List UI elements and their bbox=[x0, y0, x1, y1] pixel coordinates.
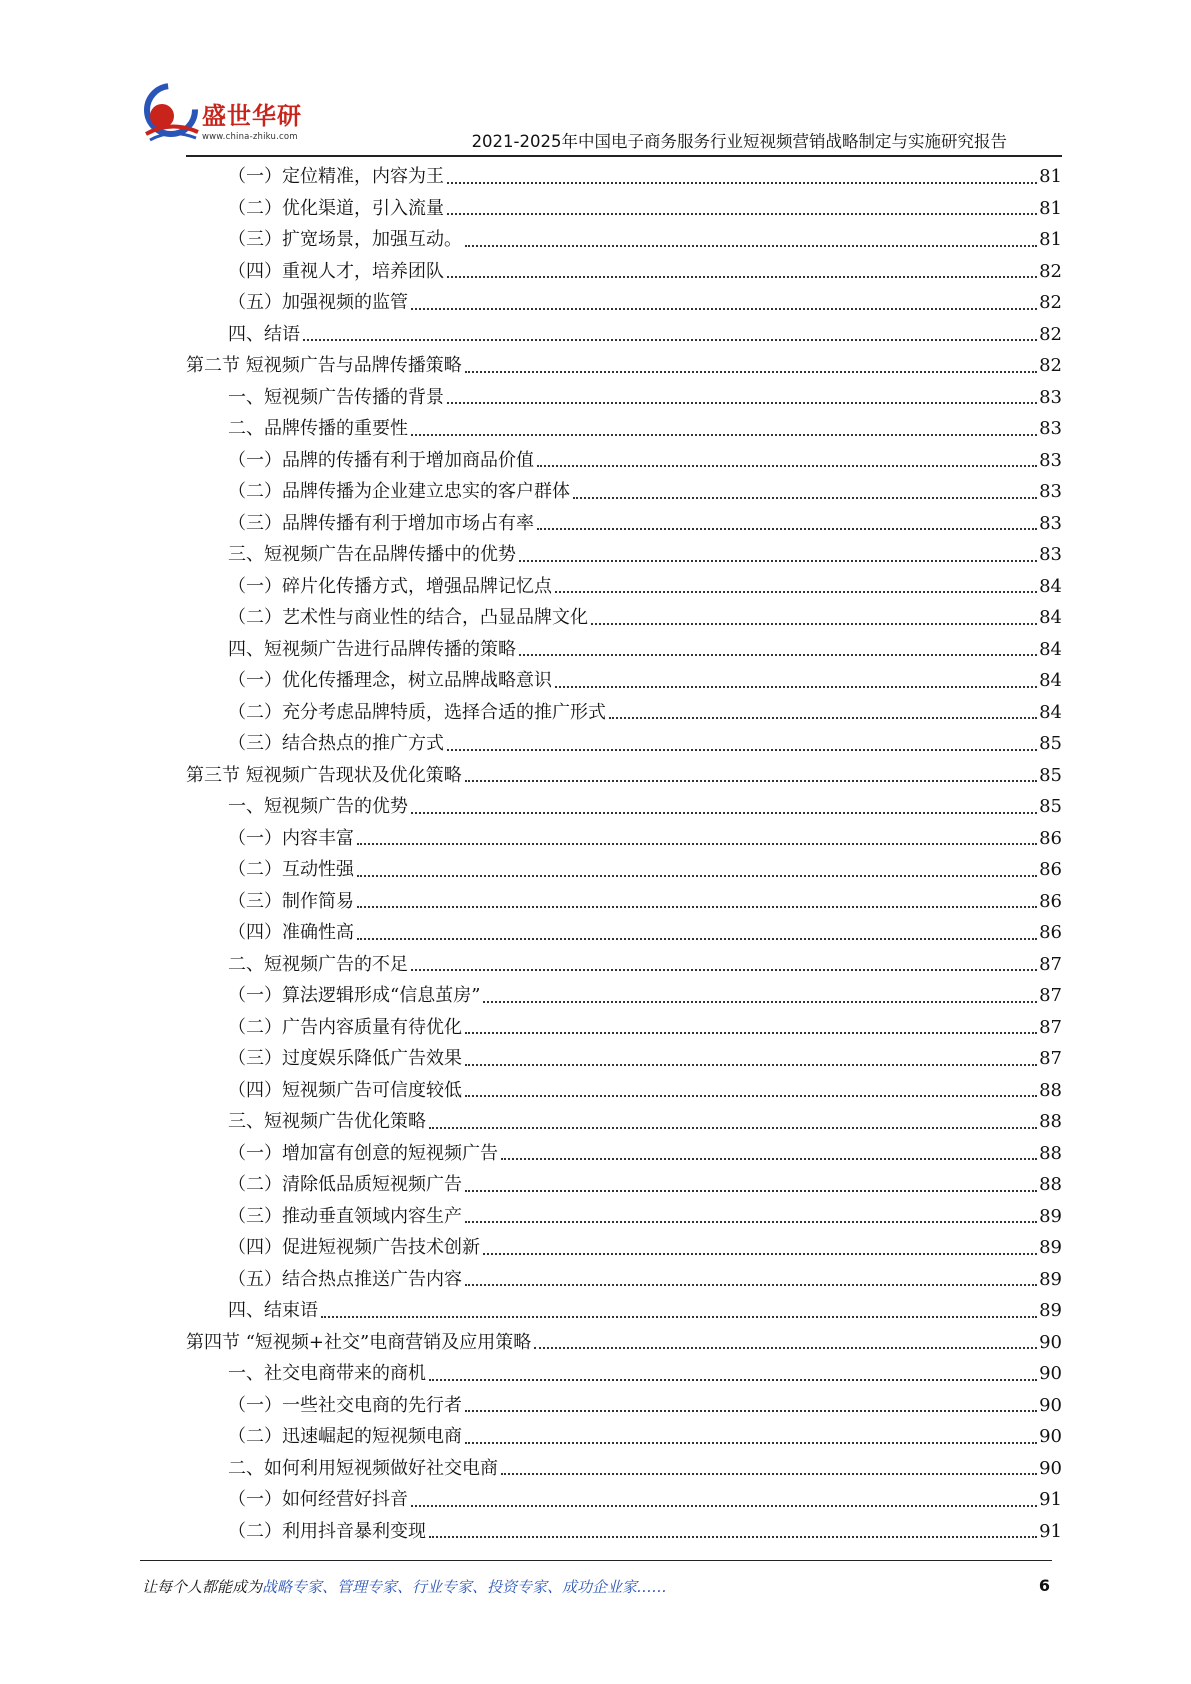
toc-entry[interactable] bbox=[186, 1484, 1062, 1516]
toc-entry-title: （一）内容丰富 bbox=[228, 827, 354, 849]
toc-entry[interactable] bbox=[186, 854, 1062, 886]
toc-entry-page: 81 bbox=[1039, 197, 1062, 219]
toc-dot-leader bbox=[411, 308, 1037, 310]
toc-dot-leader bbox=[555, 591, 1037, 593]
toc-entry-title: （二）优化渠道，引入流量 bbox=[228, 197, 444, 219]
toc-entry[interactable] bbox=[186, 350, 1062, 382]
toc-entry-page: 88 bbox=[1039, 1142, 1062, 1164]
toc-dot-leader bbox=[357, 843, 1037, 845]
toc-entry-title: （二）品牌传播为企业建立忠实的客户群体 bbox=[228, 481, 570, 502]
toc-entry-page: 83 bbox=[1039, 449, 1062, 471]
toc-dot-leader bbox=[519, 560, 1037, 562]
toc-entry-page: 90 bbox=[1039, 1363, 1062, 1384]
toc-dot-leader bbox=[429, 1536, 1037, 1538]
toc-entry-title: （三）扩宽场景，加强互动。 bbox=[228, 229, 462, 250]
toc-entry-page: 89 bbox=[1039, 1205, 1062, 1227]
toc-entry-title: （二）广告内容质量有待优化 bbox=[228, 1016, 462, 1038]
toc-entry-page: 82 bbox=[1039, 292, 1062, 313]
toc-entry[interactable] bbox=[186, 382, 1062, 414]
toc-dot-leader bbox=[411, 1505, 1037, 1507]
logo-text: 盛世华研 bbox=[202, 102, 302, 130]
toc-dot-leader bbox=[447, 182, 1037, 184]
toc-dot-leader bbox=[447, 749, 1037, 751]
toc-dot-leader bbox=[555, 686, 1037, 688]
toc-dot-leader bbox=[573, 497, 1037, 499]
toc-entry-title: （二）清除低品质短视频广告 bbox=[228, 1174, 462, 1195]
toc-entry-title: （三）品牌传播有利于增加市场占有率 bbox=[228, 512, 534, 534]
toc-entry-title: 一、短视频广告传播的背景 bbox=[228, 386, 444, 408]
toc-entry-page: 85 bbox=[1039, 733, 1062, 754]
toc-entry-title: 二、如何利用短视频做好社交电商 bbox=[228, 1457, 498, 1479]
toc-dot-leader bbox=[465, 1442, 1037, 1444]
toc-entry[interactable] bbox=[186, 445, 1062, 477]
footer-divider bbox=[140, 1560, 1052, 1561]
page-number: 6 bbox=[1038, 1576, 1050, 1595]
toc-dot-leader bbox=[411, 434, 1037, 436]
toc-entry[interactable] bbox=[186, 791, 1062, 823]
toc-dot-leader bbox=[465, 780, 1037, 782]
toc-entry-page: 87 bbox=[1039, 1048, 1062, 1069]
toc-entry[interactable] bbox=[186, 319, 1062, 351]
toc-entry[interactable] bbox=[186, 413, 1062, 445]
toc-entry-page: 87 bbox=[1039, 1016, 1062, 1038]
toc-entry[interactable] bbox=[186, 1358, 1062, 1390]
toc-entry-page: 84 bbox=[1039, 670, 1062, 691]
toc-entry-page: 86 bbox=[1039, 859, 1062, 880]
toc-dot-leader bbox=[357, 875, 1037, 877]
toc-entry-page: 88 bbox=[1039, 1111, 1062, 1132]
toc-entry-title: （三）推动垂直领域内容生产 bbox=[228, 1205, 462, 1227]
toc-dot-leader bbox=[429, 1127, 1037, 1129]
toc-entry-title: （一）碎片化传播方式，增强品牌记忆点 bbox=[228, 575, 552, 597]
toc-entry[interactable] bbox=[186, 665, 1062, 697]
toc-dot-leader bbox=[519, 654, 1037, 656]
toc-entry-page: 88 bbox=[1039, 1079, 1062, 1101]
toc-dot-leader bbox=[429, 1379, 1037, 1381]
toc-dot-leader bbox=[501, 1473, 1037, 1475]
toc-entry-title: （一）增加富有创意的短视频广告 bbox=[228, 1142, 498, 1164]
toc-entry[interactable] bbox=[186, 1453, 1062, 1485]
toc-entry[interactable] bbox=[186, 571, 1062, 603]
toc-entry[interactable] bbox=[186, 980, 1062, 1012]
toc-entry-title: 第三节 短视频广告现状及优化策略 bbox=[186, 764, 462, 786]
toc-entry-title: （二）迅速崛起的短视频电商 bbox=[228, 1426, 462, 1447]
toc-entry-page: 88 bbox=[1039, 1174, 1062, 1195]
toc-entry-title: 第二节 短视频广告与品牌传播策略 bbox=[186, 355, 462, 376]
toc-entry-page: 82 bbox=[1039, 260, 1062, 282]
toc-entry-title: （四）促进短视频广告技术创新 bbox=[228, 1237, 480, 1258]
toc-entry[interactable] bbox=[186, 508, 1062, 540]
toc-dot-leader bbox=[465, 1190, 1037, 1192]
toc-entry-title: （一）优化传播理念，树立品牌战略意识 bbox=[228, 670, 552, 691]
toc-entry-page: 91 bbox=[1039, 1520, 1062, 1542]
toc-entry[interactable] bbox=[186, 634, 1062, 666]
report-title: 2021-2025年中国电子商务服务行业短视频营销战略制定与实施研究报告 bbox=[471, 132, 1007, 151]
toc-entry[interactable] bbox=[186, 1295, 1062, 1327]
footer-slogan-highlight: 战略专家、管理专家、行业专家、投资专家、成功企业家…… bbox=[262, 1578, 668, 1596]
toc-dot-leader bbox=[609, 717, 1037, 719]
toc-entry-page: 86 bbox=[1039, 922, 1062, 943]
toc-entry[interactable] bbox=[186, 1106, 1062, 1138]
toc-entry[interactable] bbox=[186, 287, 1062, 319]
toc-entry-page: 83 bbox=[1039, 544, 1062, 565]
toc-entry[interactable] bbox=[186, 823, 1062, 855]
logo-url: www.china-zhiku.com bbox=[202, 132, 298, 142]
toc-entry-title: 三、短视频广告优化策略 bbox=[228, 1111, 426, 1132]
toc-entry-page: 81 bbox=[1039, 229, 1062, 250]
toc-entry-page: 86 bbox=[1039, 827, 1062, 849]
toc-entry[interactable] bbox=[186, 1264, 1062, 1296]
toc-entry-title: （五）加强视频的监管 bbox=[228, 292, 408, 313]
toc-dot-leader bbox=[465, 1032, 1037, 1034]
toc-dot-leader bbox=[303, 339, 1037, 341]
toc-dot-leader bbox=[465, 371, 1037, 373]
toc-entry[interactable] bbox=[186, 1516, 1062, 1548]
toc-entry-title: 四、结束语 bbox=[228, 1300, 318, 1321]
toc-dot-leader bbox=[321, 1316, 1037, 1318]
toc-dot-leader bbox=[537, 465, 1037, 467]
toc-entry-page: 91 bbox=[1039, 1489, 1062, 1510]
toc-entry[interactable] bbox=[186, 602, 1062, 634]
toc-entry-page: 89 bbox=[1039, 1268, 1062, 1290]
toc-entry[interactable] bbox=[186, 1043, 1062, 1075]
toc-dot-leader bbox=[537, 528, 1037, 530]
toc-entry[interactable] bbox=[186, 697, 1062, 729]
toc-entry[interactable] bbox=[186, 224, 1062, 256]
toc-dot-leader bbox=[447, 402, 1037, 404]
toc-entry-title: （一）算法逻辑形成“信息茧房” bbox=[228, 985, 481, 1006]
toc-entry[interactable] bbox=[186, 1421, 1062, 1453]
toc-entry-title: （一）如何经营好抖音 bbox=[228, 1489, 408, 1510]
toc-entry[interactable] bbox=[186, 1232, 1062, 1264]
toc-entry-page: 83 bbox=[1039, 418, 1062, 439]
toc-entry-page: 87 bbox=[1039, 953, 1062, 975]
toc-entry-page: 86 bbox=[1039, 890, 1062, 912]
toc-entry-page: 89 bbox=[1039, 1300, 1062, 1321]
toc-entry-title: 一、短视频广告的优势 bbox=[228, 796, 408, 817]
toc-dot-leader bbox=[411, 969, 1037, 971]
company-logo bbox=[140, 80, 310, 150]
toc-entry[interactable] bbox=[186, 760, 1062, 792]
toc-entry-title: （四）准确性高 bbox=[228, 922, 354, 943]
toc-entry-title: 二、品牌传播的重要性 bbox=[228, 418, 408, 439]
toc-dot-leader bbox=[411, 812, 1037, 814]
toc-entry-title: （五）结合热点推送广告内容 bbox=[228, 1268, 462, 1290]
toc-entry-title: 二、短视频广告的不足 bbox=[228, 953, 408, 975]
logo-emblem-icon bbox=[140, 80, 202, 144]
toc-entry-page: 90 bbox=[1039, 1457, 1062, 1479]
toc-entry-page: 85 bbox=[1039, 764, 1062, 786]
toc-dot-leader bbox=[447, 276, 1037, 278]
toc-dot-leader bbox=[465, 1221, 1037, 1223]
toc-dot-leader bbox=[534, 1347, 1037, 1349]
toc-entry[interactable] bbox=[186, 161, 1062, 193]
toc-entry-title: （一）一些社交电商的先行者 bbox=[228, 1394, 462, 1416]
toc-dot-leader bbox=[357, 906, 1037, 908]
toc-dot-leader bbox=[447, 213, 1037, 215]
toc-entry[interactable] bbox=[186, 1138, 1062, 1170]
toc-entry[interactable] bbox=[186, 1201, 1062, 1233]
toc-dot-leader bbox=[465, 1064, 1037, 1066]
table-of-contents bbox=[186, 161, 1062, 1547]
toc-entry-title: （一）品牌的传播有利于增加商品价值 bbox=[228, 449, 534, 471]
page-footer bbox=[142, 1576, 1050, 1597]
toc-entry[interactable] bbox=[186, 1327, 1062, 1359]
toc-entry-title: 一、社交电商带来的商机 bbox=[228, 1363, 426, 1384]
toc-entry-page: 83 bbox=[1039, 512, 1062, 534]
toc-entry-page: 89 bbox=[1039, 1237, 1062, 1258]
toc-entry-page: 84 bbox=[1039, 701, 1062, 723]
toc-entry-page: 84 bbox=[1039, 607, 1062, 628]
toc-dot-leader bbox=[591, 623, 1037, 625]
toc-dot-leader bbox=[465, 245, 1037, 247]
toc-entry-title: 三、短视频广告在品牌传播中的优势 bbox=[228, 544, 516, 565]
toc-dot-leader bbox=[465, 1095, 1037, 1097]
toc-entry-page: 85 bbox=[1039, 796, 1062, 817]
toc-entry[interactable] bbox=[186, 193, 1062, 225]
toc-entry-title: （三）过度娱乐降低广告效果 bbox=[228, 1048, 462, 1069]
toc-entry-page: 83 bbox=[1039, 481, 1062, 502]
toc-entry[interactable] bbox=[186, 949, 1062, 981]
toc-entry-page: 82 bbox=[1039, 323, 1062, 345]
toc-dot-leader bbox=[465, 1284, 1037, 1286]
toc-entry[interactable] bbox=[186, 1012, 1062, 1044]
toc-entry-page: 84 bbox=[1039, 638, 1062, 660]
footer-slogan-lead: 让每个人都能成为 bbox=[142, 1578, 263, 1596]
page-header bbox=[0, 0, 1191, 160]
toc-entry-page: 90 bbox=[1039, 1394, 1062, 1416]
toc-entry[interactable] bbox=[186, 728, 1062, 760]
toc-entry-title: 第四节 “短视频+社交”电商营销及应用策略 bbox=[186, 1331, 532, 1353]
toc-entry[interactable] bbox=[186, 886, 1062, 918]
toc-entry-page: 90 bbox=[1039, 1426, 1062, 1447]
toc-entry-title: （三）制作简易 bbox=[228, 890, 354, 912]
toc-dot-leader bbox=[501, 1158, 1037, 1160]
header-divider bbox=[186, 155, 1062, 157]
toc-entry-title: （四）短视频广告可信度较低 bbox=[228, 1079, 462, 1101]
toc-entry-page: 81 bbox=[1039, 166, 1062, 187]
toc-entry-page: 87 bbox=[1039, 985, 1062, 1006]
toc-entry-page: 84 bbox=[1039, 575, 1062, 597]
toc-entry-page: 82 bbox=[1039, 355, 1062, 376]
toc-dot-leader bbox=[483, 1253, 1037, 1255]
toc-entry-title: （二）充分考虑品牌特质，选择合适的推广形式 bbox=[228, 701, 606, 723]
toc-entry-title: （二）艺术性与商业性的结合，凸显品牌文化 bbox=[228, 607, 588, 628]
toc-entry-page: 90 bbox=[1039, 1331, 1062, 1353]
toc-dot-leader bbox=[357, 938, 1037, 940]
toc-entry-page: 83 bbox=[1039, 386, 1062, 408]
toc-entry[interactable] bbox=[186, 1075, 1062, 1107]
toc-dot-leader bbox=[483, 1001, 1037, 1003]
toc-entry[interactable] bbox=[186, 1390, 1062, 1422]
toc-entry-title: （一）定位精准，内容为王 bbox=[228, 166, 444, 187]
toc-entry[interactable] bbox=[186, 256, 1062, 288]
toc-entry[interactable] bbox=[186, 917, 1062, 949]
toc-entry-title: （三）结合热点的推广方式 bbox=[228, 733, 444, 754]
toc-entry[interactable] bbox=[186, 1169, 1062, 1201]
toc-entry[interactable] bbox=[186, 476, 1062, 508]
toc-entry-title: 四、结语 bbox=[228, 323, 300, 345]
toc-entry-title: 四、短视频广告进行品牌传播的策略 bbox=[228, 638, 516, 660]
toc-entry[interactable] bbox=[186, 539, 1062, 571]
toc-dot-leader bbox=[465, 1410, 1037, 1412]
toc-entry-title: （二）互动性强 bbox=[228, 859, 354, 880]
toc-entry-title: （四）重视人才，培养团队 bbox=[228, 260, 444, 282]
toc-entry-title: （二）利用抖音暴利变现 bbox=[228, 1520, 426, 1542]
